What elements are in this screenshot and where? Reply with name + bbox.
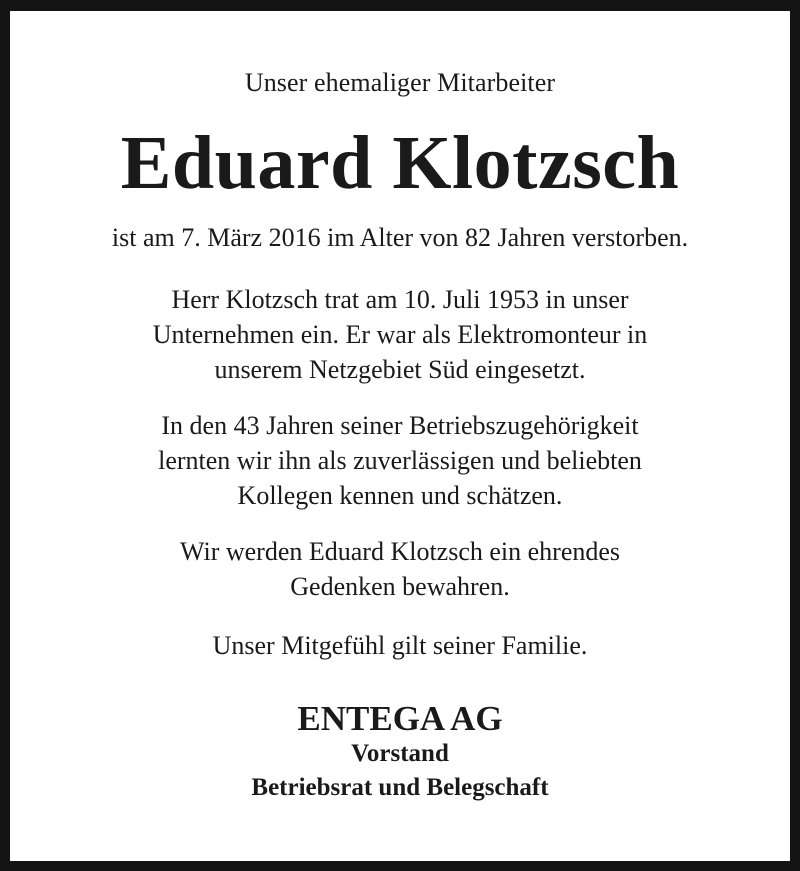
service-line: In den 43 Jahren seiner Betriebszugehörigkeit: [161, 411, 639, 440]
sympathy-line: Unser Mitgefühl gilt seiner Familie.: [212, 631, 588, 660]
deceased-name: Eduard Klotzsch: [120, 121, 680, 205]
memory-line: Wir werden Eduard Klotzsch ein ehrendes: [179, 537, 621, 566]
death-statement: ist am 7. März 2016 im Alter von 82 Jahren verstorben.: [111, 223, 689, 252]
intro-line: Unser ehemaliger Mitarbeiter: [244, 68, 556, 97]
service-line: lernten wir ihn als zuverlässigen und beliebten: [158, 446, 642, 475]
career-paragraph: [10, 282, 790, 387]
career-line: Herr Klotzsch trat am 10. Juli 1953 in unser: [171, 285, 629, 314]
career-line: unserem Netzgebiet Süd eingesetzt.: [214, 355, 586, 384]
service-years-paragraph: [10, 408, 790, 513]
company-name: ENTEGA AG: [297, 699, 503, 738]
service-line: Kollegen kennen und schätzen.: [237, 481, 563, 510]
memory-line: Gedenken bewahren.: [290, 572, 510, 601]
memory-paragraph: [10, 534, 790, 604]
board-signature: Vorstand: [351, 740, 449, 767]
career-line: Unternehmen ein. Er war als Elektromonteur in: [152, 320, 648, 349]
staff-signature: Betriebsrat und Belegschaft: [251, 774, 549, 801]
